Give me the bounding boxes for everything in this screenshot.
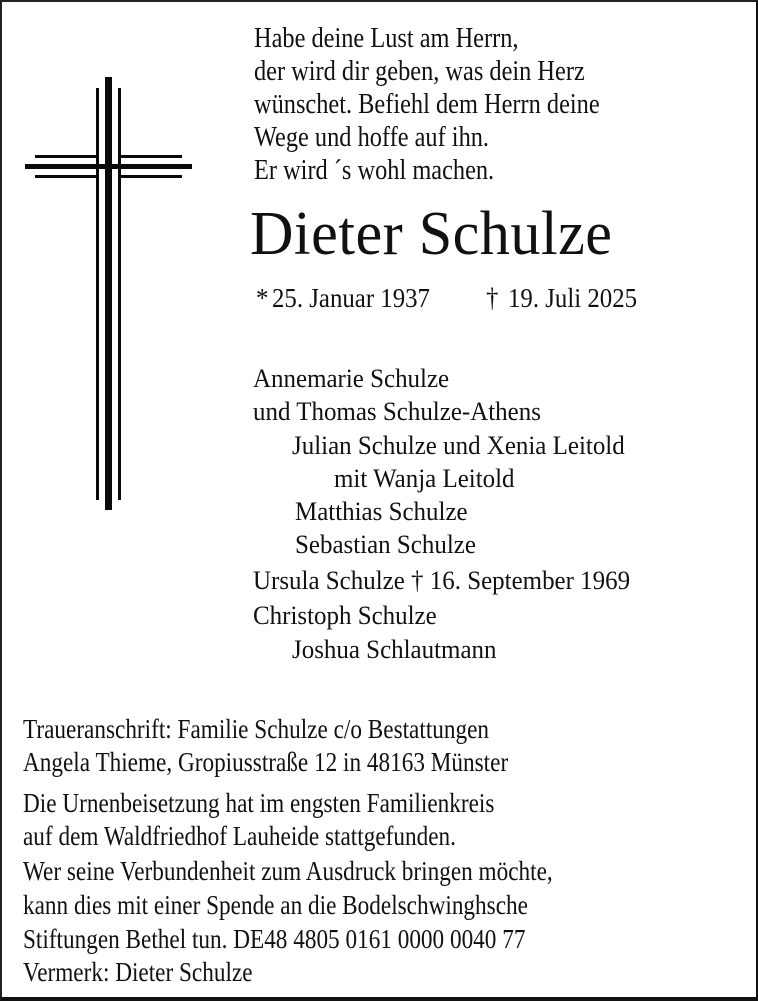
cross-upper-left-thin-bar: [35, 155, 99, 158]
cross-left-thin-vertical-bar: [96, 88, 99, 500]
death-symbol: †: [486, 283, 499, 313]
cross-center-vertical-bar: [105, 77, 112, 510]
mourner-line: und Thomas Schulze-Athens: [253, 397, 541, 426]
burial-line: Die Urnenbeisetzung hat im engsten Familienkreis: [23, 788, 495, 818]
mourner-line: Joshua Schlautmann: [292, 635, 497, 664]
reference-line: Vermerk: Dieter Schulze: [23, 957, 253, 987]
cross-lower-right-thin-bar: [118, 175, 182, 178]
cross-upper-right-thin-bar: [118, 155, 182, 158]
verse-line: Wege und hoffe auf ihn.: [254, 121, 490, 153]
mourner-line: Annemarie Schulze: [253, 364, 450, 393]
birth-date: 25. Januar 1937: [272, 283, 430, 313]
cross-right-thin-vertical-bar: [118, 88, 121, 500]
birth-symbol: *: [256, 283, 269, 313]
verse-line: Er wird ´s wohl machen.: [254, 154, 495, 186]
address-line: Traueranschrift: Familie Schulze c/o Bestattungen: [23, 714, 490, 744]
address-line: Angela Thieme, Gropiusstraße 12 in 48163 Münster: [23, 747, 509, 777]
burial-line: auf dem Waldfriedhof Lauheide stattgefunden.: [23, 821, 456, 851]
mourner-line: Sebastian Schulze: [295, 530, 476, 559]
verse-line: wünschet. Befiehl dem Herrn deine: [254, 88, 600, 120]
bank-account-line: Stiftungen Bethel tun. DE48 4805 0161 0000 0040 77: [23, 924, 526, 954]
donation-line: Wer seine Verbundenheit zum Ausdruck bringen möchte,: [23, 856, 553, 886]
verse-line: Habe deine Lust am Herrn,: [254, 22, 519, 54]
mourner-line: Julian Schulze und Xenia Leitold: [292, 431, 625, 460]
mourner-line: Christoph Schulze: [253, 601, 437, 630]
deceased-name: Dieter Schulze: [250, 200, 613, 268]
verse-line: der wird dir geben, was dein Herz: [254, 55, 585, 87]
mourner-line: mit Wanja Leitold: [334, 464, 515, 493]
mourner-line: Ursula Schulze † 16. September 1969: [253, 566, 631, 595]
death-date: 19. Juli 2025: [508, 283, 638, 313]
mourner-line: Matthias Schulze: [295, 497, 468, 526]
cross-lower-left-thin-bar: [35, 175, 99, 178]
cross-main-horizontal-bar: [25, 164, 192, 169]
donation-line: kann dies mit einer Spende an die Bodelschwinghsche: [23, 890, 528, 920]
